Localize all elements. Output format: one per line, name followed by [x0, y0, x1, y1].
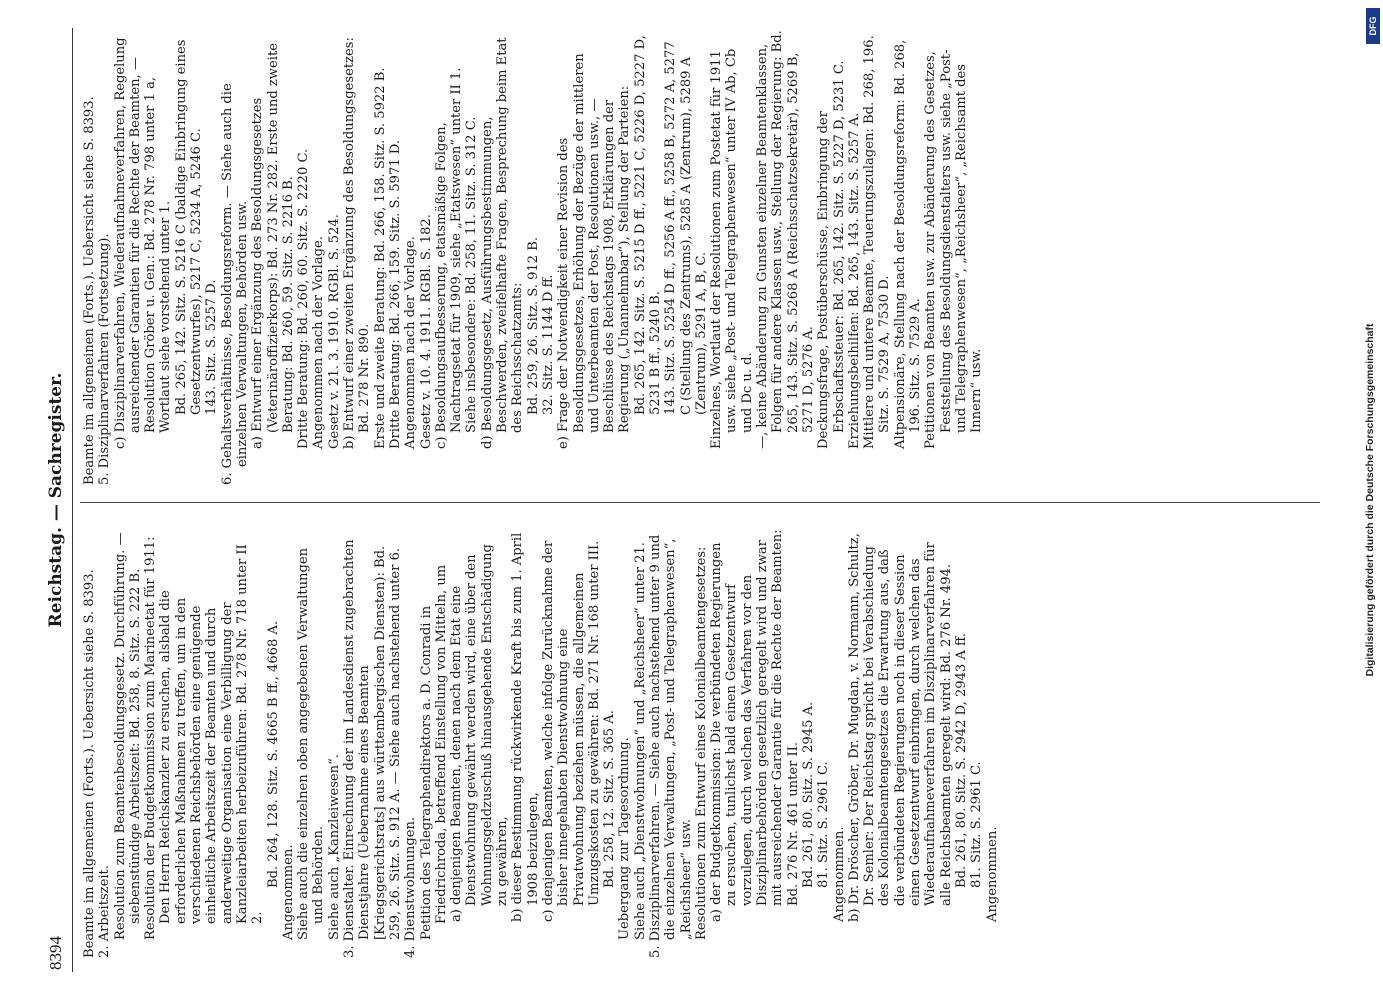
index-entry: b) Entwurf einer zweiten Ergänzung des Besoldungsgesetzes: Bd. 278 Nr. 890. [342, 37, 373, 449]
index-entry: Gesetz v. 10. 4. 1911. RGBl. S. 182. [418, 214, 434, 449]
index-entry: b) Dr. Dröscher, Gröber, Dr. Mugdan, v. Normann, Schultz, Dr. Semler: Der Reichstag spricht bei Verabschiedung des Kolonialbeamtengesetzes die Erwartung aus, daß die verbündeten Regierungen noch in dieser Session einen Gesetzentwurf einbringen, durch welchen das Wiederaufnahmeverfahren im Disziplinarverfahren für alle Reichsbeamten geregelt wird: Bd. 276 Nr. 494. [846, 533, 954, 922]
index-entry: Dritte Beratung: Bd. 260, 60. Sitz. S. 2220 C. [296, 148, 312, 449]
left-column [82, 528, 1372, 958]
index-entry: 3. Dienstalter. Einrechnung der im Landesdienst zugebrachten Dienstjahre (Uebernahme eines Beamten [Kriegsgerichtsrats] aus württembergischen Diensten): Bd. 259, 26. Sitz. S. 912 A. — Siehe auch nachstehend unter 6. [342, 539, 403, 958]
index-entry: Bd. 265, 142. Sitz. S. 5215 D ff., 5221 C, 5226 D, 5227 D, 5231 B ff., 5240 B. [632, 35, 663, 415]
index-entry: 143. Sitz. S. 5254 D ff., 5256 A ff., 5258 B, 5272 A, 5277 C (Stellung des Zentrums), 5285 A (Zentrum), 5289 A (Zentrum), 5291 A, B, C. [663, 41, 709, 415]
dfg-logo [1366, 8, 1380, 44]
index-entry: Beamte im allgemeinen (Forts.). Uebersicht siehe S. 8393. [82, 569, 97, 958]
header-rule [72, 28, 73, 972]
index-entry: —, keine Abänderung zu Gunsten einzelner Beamtenklassen, Folgen für andere Klassen usw., Stellung der Regierung: Bd. 265, 143. Sitz. S. 5268 A (Reichsschatzsekretär), 5269 B, 5271 D, 5276 A. [755, 30, 816, 449]
index-entry: 81. Sitz. S. 2961 C. [969, 761, 985, 888]
index-entry: Angenommen nach der Vorlage. [311, 236, 327, 449]
index-entry: Bd. 261, 80. Sitz. S. 2942 D, 2943 A ff. [953, 632, 969, 888]
index-entry: Bd. 259, 26. Sitz. S. 912 B. [525, 236, 541, 415]
index-entry: Siehe auch „Dienstwohnungen“ und „Reichsheer“ unter 21. [632, 542, 648, 940]
index-entry: 4. Dienstwohnungen. [403, 816, 419, 958]
index-entry: 32. Sitz. S. 1144 D ff. [540, 274, 556, 415]
dfg-logo-text: DFG [1368, 16, 1378, 36]
index-entry: Deckungsfrage, Postüberschüsse, Einbringung der Erbschaftssteuer: Bd. 265, 142. Sitz. S. 5227 D, 5231 C. [816, 60, 847, 449]
column-divider [80, 502, 1320, 503]
index-entry: c) Besoldungsaufbesserung, etatsmäßige Folgen, Nachtragsetat für 1909, siehe „Etatswesen“ unter II 1. Siehe insbesondere: Bd. 258, 11. Sitz. S. 312 C. [433, 67, 480, 449]
index-entry: Bd. 264, 128. Sitz. S. 4665 B ff., 4668 A. [265, 620, 281, 888]
index-entry: a) denjenigen Beamten, denen nach dem Etat eine Dienstwohnung gewährt werden wird, eine über den Wohnungsgeldzuschuß hinausgehende Entschädigung zu gewähren, [449, 544, 511, 922]
index-entry: b) dieser Bestimmung rückwirkende Kraft bis zum 1. April 1908 beizulegen, [510, 532, 541, 922]
index-entry: Resolution der Budgetkommission zum Marineetat für 1911: Den Herrn Reichskanzler zu ersuchen, alsbald die erforderlichen Maßnahmen zu treffen, um in den verschiedenen Reichsbehörden eine genügende einheitliche Arbeitszeit der Beamten und durch anderweitige Organisation eine Verbilligung der Kanzleiarbeiten herbeizuführen: Bd. 278 Nr. 718 unter II 2. [143, 536, 266, 940]
index-entry: Mittlere und untere Beamte, Teuerungszulagen: Bd. 268, 196. Sitz. S. 7529 A, 7530 D. [862, 35, 893, 449]
index-entry: Resolution zum Beamtenbesoldungsgesetz. Durchführung. — siebenstündige Arbeitszeit: Bd. 258, 8. Sitz. S. 222 B. [112, 532, 143, 940]
index-entry: c) denjenigen Beamten, welche infolge Zurücknahme der bisher innegehabten Dienstwohnung eine Privatwohnung beziehen müssen, die allgemeinen Umzugskosten zu gewähren: Bd. 271 Nr. 168 unter III. [540, 540, 602, 922]
index-entry: a) der Budgetkommission: Die verbündeten Regierungen zu ersuchen, tunlichst bald einen Gesetzentwurf vorzulegen, durch welchen das Verfahren vor den Disziplinarbehörden gesetzlich geregelt wird und zwar mit ausreichender Garantie für die Rechte der Beamten: Bd. 276 Nr. 461 unter II. [709, 529, 801, 922]
index-entry: c) Disziplinarverfahren, Wiederaufnahmeverfahren, Regelung ausreichender Garantien für die Rechte der Beamten, — Resolution Gröber u. Gen.: Bd. 278 Nr. 798 unter 1 a, Wortlaut siehe vorstehend unter 1. [112, 37, 174, 449]
page-title: Reichstag. — Sachregister. [46, 372, 66, 628]
index-entry: 143. Sitz. S. 5257 D. [204, 279, 220, 415]
credit-text: Digitalisierung gefördert durch die Deutsche Forschungsgemeinschaft [1364, 323, 1376, 677]
index-entry: Gesetz v. 21. 3. 1910. RGBl. S. 524. [326, 214, 342, 449]
index-entry: Petitionen von Beamten usw. zur Abänderung des Gesetzes, Feststellung des Besoldungsdienstalters usw. siehe „Post- und Telegraphenwesen“, „Reichsheer“, „Reichsamt des Innern“ usw. [923, 49, 985, 449]
index-entry: d) Besoldungsgesetz, Ausführungsbestimmungen, Beschwerden, zweifelhafte Fragen, Besprechung beim Etat des Reichsschatzamts: [479, 37, 526, 449]
index-entry: Dritte Beratung: Bd. 266, 159. Sitz. S. 5971 D. [387, 139, 403, 449]
index-entry: Erste und zweite Beratung: Bd. 266, 158. Sitz. S. 5922 B. [372, 67, 388, 449]
index-entry: e) Frage der Notwendigkeit einer Revision des Besoldungsgesetzes, Erhöhung der Bezüge der mittleren und Unterbeamten der Post, Resolutionen usw., — Beschlüsse des Reichstags 1908, Erklärungen der Regierung („Unannehmbar“), Stellung der Parteien: [556, 53, 633, 449]
page-number: 8394 [46, 936, 65, 970]
index-entry: Angenommen. [831, 826, 847, 922]
index-entry: Einzelnes, Wortlaut der Resolutionen zum Postetat für 1911 usw. siehe „Post- und Telegraphenwesen“ unter IV Ab, Cb und Dc u. d. [709, 48, 755, 449]
index-entry: 5. Disziplinarverfahren (Fortsetzung). [97, 233, 113, 485]
index-entry: Bd. 265, 142. Sitz. S. 5216 C (baldige Einbringung eines Gesetzentwurfes), 5217 C, 5234 A, 5246 C. [173, 39, 205, 415]
index-entry: 5. Disziplinarverfahren. — Siehe auch nachstehend unter 9 und die einzelnen Verwaltungen, „Post- und Telegraphenwesen“, „Reichsheer“ usw. [647, 534, 694, 958]
index-entry: Uebergang zur Tagesordnung. [617, 737, 633, 940]
right-column [82, 30, 1372, 485]
index-entry: Angenommen. [984, 826, 1000, 922]
index-entry: Siehe auch die einzelnen oben angegebenen Verwaltungen und Behörden. [296, 547, 327, 940]
index-entry: Erziehungsbeihilfen: Bd. 265, 143. Sitz. S. 5257 A. [846, 112, 862, 449]
index-entry: a) Entwurf einer Ergänzung des Besoldungsgesetzes (Veterinäroffizierkorps): Bd. 273 Nr. 282. Erste und zweite Beratung: Bd. 260, 59. Sitz. S. 2216 B. [250, 43, 296, 449]
index-entry: 2. Arbeitszeit. [97, 865, 113, 958]
index-entry: Siehe auch „Kanzleiwesen“. [326, 754, 342, 940]
index-entry: Bd. 261, 80. Sitz. S. 2945 A. [800, 701, 816, 888]
digitization-credit [1360, 10, 1380, 990]
index-entry: Petition des Telegraphendirektors a. D. Conradi in Friedrichroda, betreffend Einstellung von Mitteln, um [418, 564, 449, 940]
index-entry: Altpensionäre, Stellung nach der Besoldungsreform: Bd. 268, 196. Sitz. S. 7529 A. [892, 39, 924, 449]
index-entry: Beamte im allgemeinen (Forts.). Uebersicht siehe S. 8393. [82, 96, 97, 485]
index-entry: 81. Sitz. S. 2961 C. [816, 761, 832, 888]
index-entry: Angenommen nach der Vorlage. [403, 236, 419, 449]
index-entry: Resolutionen zum Entwurf eines Kolonialbeamtengesetzes: [693, 546, 709, 940]
index-entry: Bd. 258, 12. Sitz. S. 365 A. [602, 710, 618, 888]
index-entry: Angenommen. [280, 844, 296, 940]
index-entry: 6. Gehaltsverhältnisse, Besoldungsreform. — Siehe auch die einzelnen Verwaltungen, Behörden usw. [219, 83, 250, 485]
